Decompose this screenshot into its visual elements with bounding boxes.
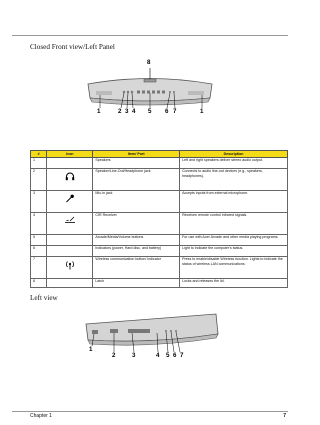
col-header-icon: Icon <box>47 151 93 158</box>
left-callout-1: 1 <box>89 346 93 353</box>
table-row <box>31 157 288 168</box>
callout-2: 2 <box>118 108 122 115</box>
left-callout-3: 3 <box>132 352 136 359</box>
col-header-description: Description <box>180 151 288 158</box>
row-icon-cell <box>47 168 93 190</box>
left-callout-4: 4 <box>156 352 160 359</box>
row-description: Locks and releases the lid. <box>180 278 288 287</box>
callout-4: 4 <box>132 108 136 115</box>
section-heading-front: Closed Front view/Left Panel <box>30 43 115 51</box>
row-icon-cell <box>47 157 93 168</box>
row-number: 8 <box>31 278 47 287</box>
left-callout-2: 2 <box>112 352 116 359</box>
row-number: 2 <box>31 168 47 190</box>
callout-7: 7 <box>173 108 177 115</box>
row-icon-cell <box>47 190 93 212</box>
section-heading-left: Left view <box>30 294 58 302</box>
left-callout-5: 5 <box>166 352 170 359</box>
row-item: Mic-in jack <box>93 190 180 212</box>
row-item: Arcade/Media/Volume buttons <box>93 234 180 245</box>
left-callout-7: 7 <box>180 352 184 359</box>
headphone-icon <box>65 172 75 181</box>
row-item: Latch <box>93 278 180 287</box>
row-description: Receives remote control infrared signals. <box>180 212 288 234</box>
footer-chapter: Chapter 1 <box>30 413 52 419</box>
row-description: Light to indicate the computer's status. <box>180 245 288 256</box>
row-description: For use with Acer Arcade and other media playing programs. <box>180 234 288 245</box>
row-icon-cell <box>47 256 93 278</box>
callout-1-right: 1 <box>200 108 204 115</box>
row-number: 7 <box>31 256 47 278</box>
table-row <box>31 168 288 190</box>
front-panel-figure <box>80 58 220 118</box>
row-item: Speaker/Line-Out/Headphone jack <box>93 168 180 190</box>
table-row <box>31 256 288 278</box>
table-row <box>31 212 288 234</box>
row-item: Indicators (power, Hard disc, and battery) <box>93 245 180 256</box>
table-row <box>31 190 288 212</box>
front-panel-parts-table <box>30 150 288 288</box>
microphone-icon <box>65 194 75 203</box>
row-description: Left and right speakers deliver stereo audio output. <box>180 157 288 168</box>
left-callout-6: 6 <box>173 352 177 359</box>
footer-page-number: 7 <box>283 413 286 419</box>
row-icon-cell <box>47 212 93 234</box>
callout-5: 5 <box>148 108 152 115</box>
row-number: 1 <box>31 157 47 168</box>
callout-6: 6 <box>165 108 169 115</box>
row-description: Press to enable/disable Wireless function. Lights to indicate the status of wireless LAN communications. <box>180 256 288 278</box>
wireless-icon <box>65 260 75 270</box>
row-icon-cell <box>47 245 93 256</box>
callout-8: 8 <box>147 59 151 66</box>
row-number: 4 <box>31 212 47 234</box>
callout-1-left: 1 <box>97 108 101 115</box>
row-description: Accepts inputs from external microphone. <box>180 190 288 212</box>
col-header-number: # <box>31 151 47 158</box>
row-number: 6 <box>31 245 47 256</box>
col-header-item: Item/ Port <box>93 151 180 158</box>
table-row <box>31 245 288 256</box>
row-item: Speakers <box>93 157 180 168</box>
row-icon-cell <box>47 278 93 287</box>
laptop-left-illustration <box>82 310 222 366</box>
footer-rule <box>12 411 288 412</box>
cir-receiver-icon <box>64 216 76 224</box>
row-number: 5 <box>31 234 47 245</box>
row-icon-cell <box>47 234 93 245</box>
table-row <box>31 278 288 287</box>
left-view-figure <box>82 310 222 366</box>
row-description: Connects to audio line-out devices (e.g., speakers, headphones). <box>180 168 288 190</box>
top-rule <box>12 35 288 36</box>
row-item: Wireless communication button/ indicator <box>93 256 180 278</box>
table-row <box>31 234 288 245</box>
callout-3: 3 <box>125 108 129 115</box>
row-number: 3 <box>31 190 47 212</box>
row-item: CIR Receiver <box>93 212 180 234</box>
